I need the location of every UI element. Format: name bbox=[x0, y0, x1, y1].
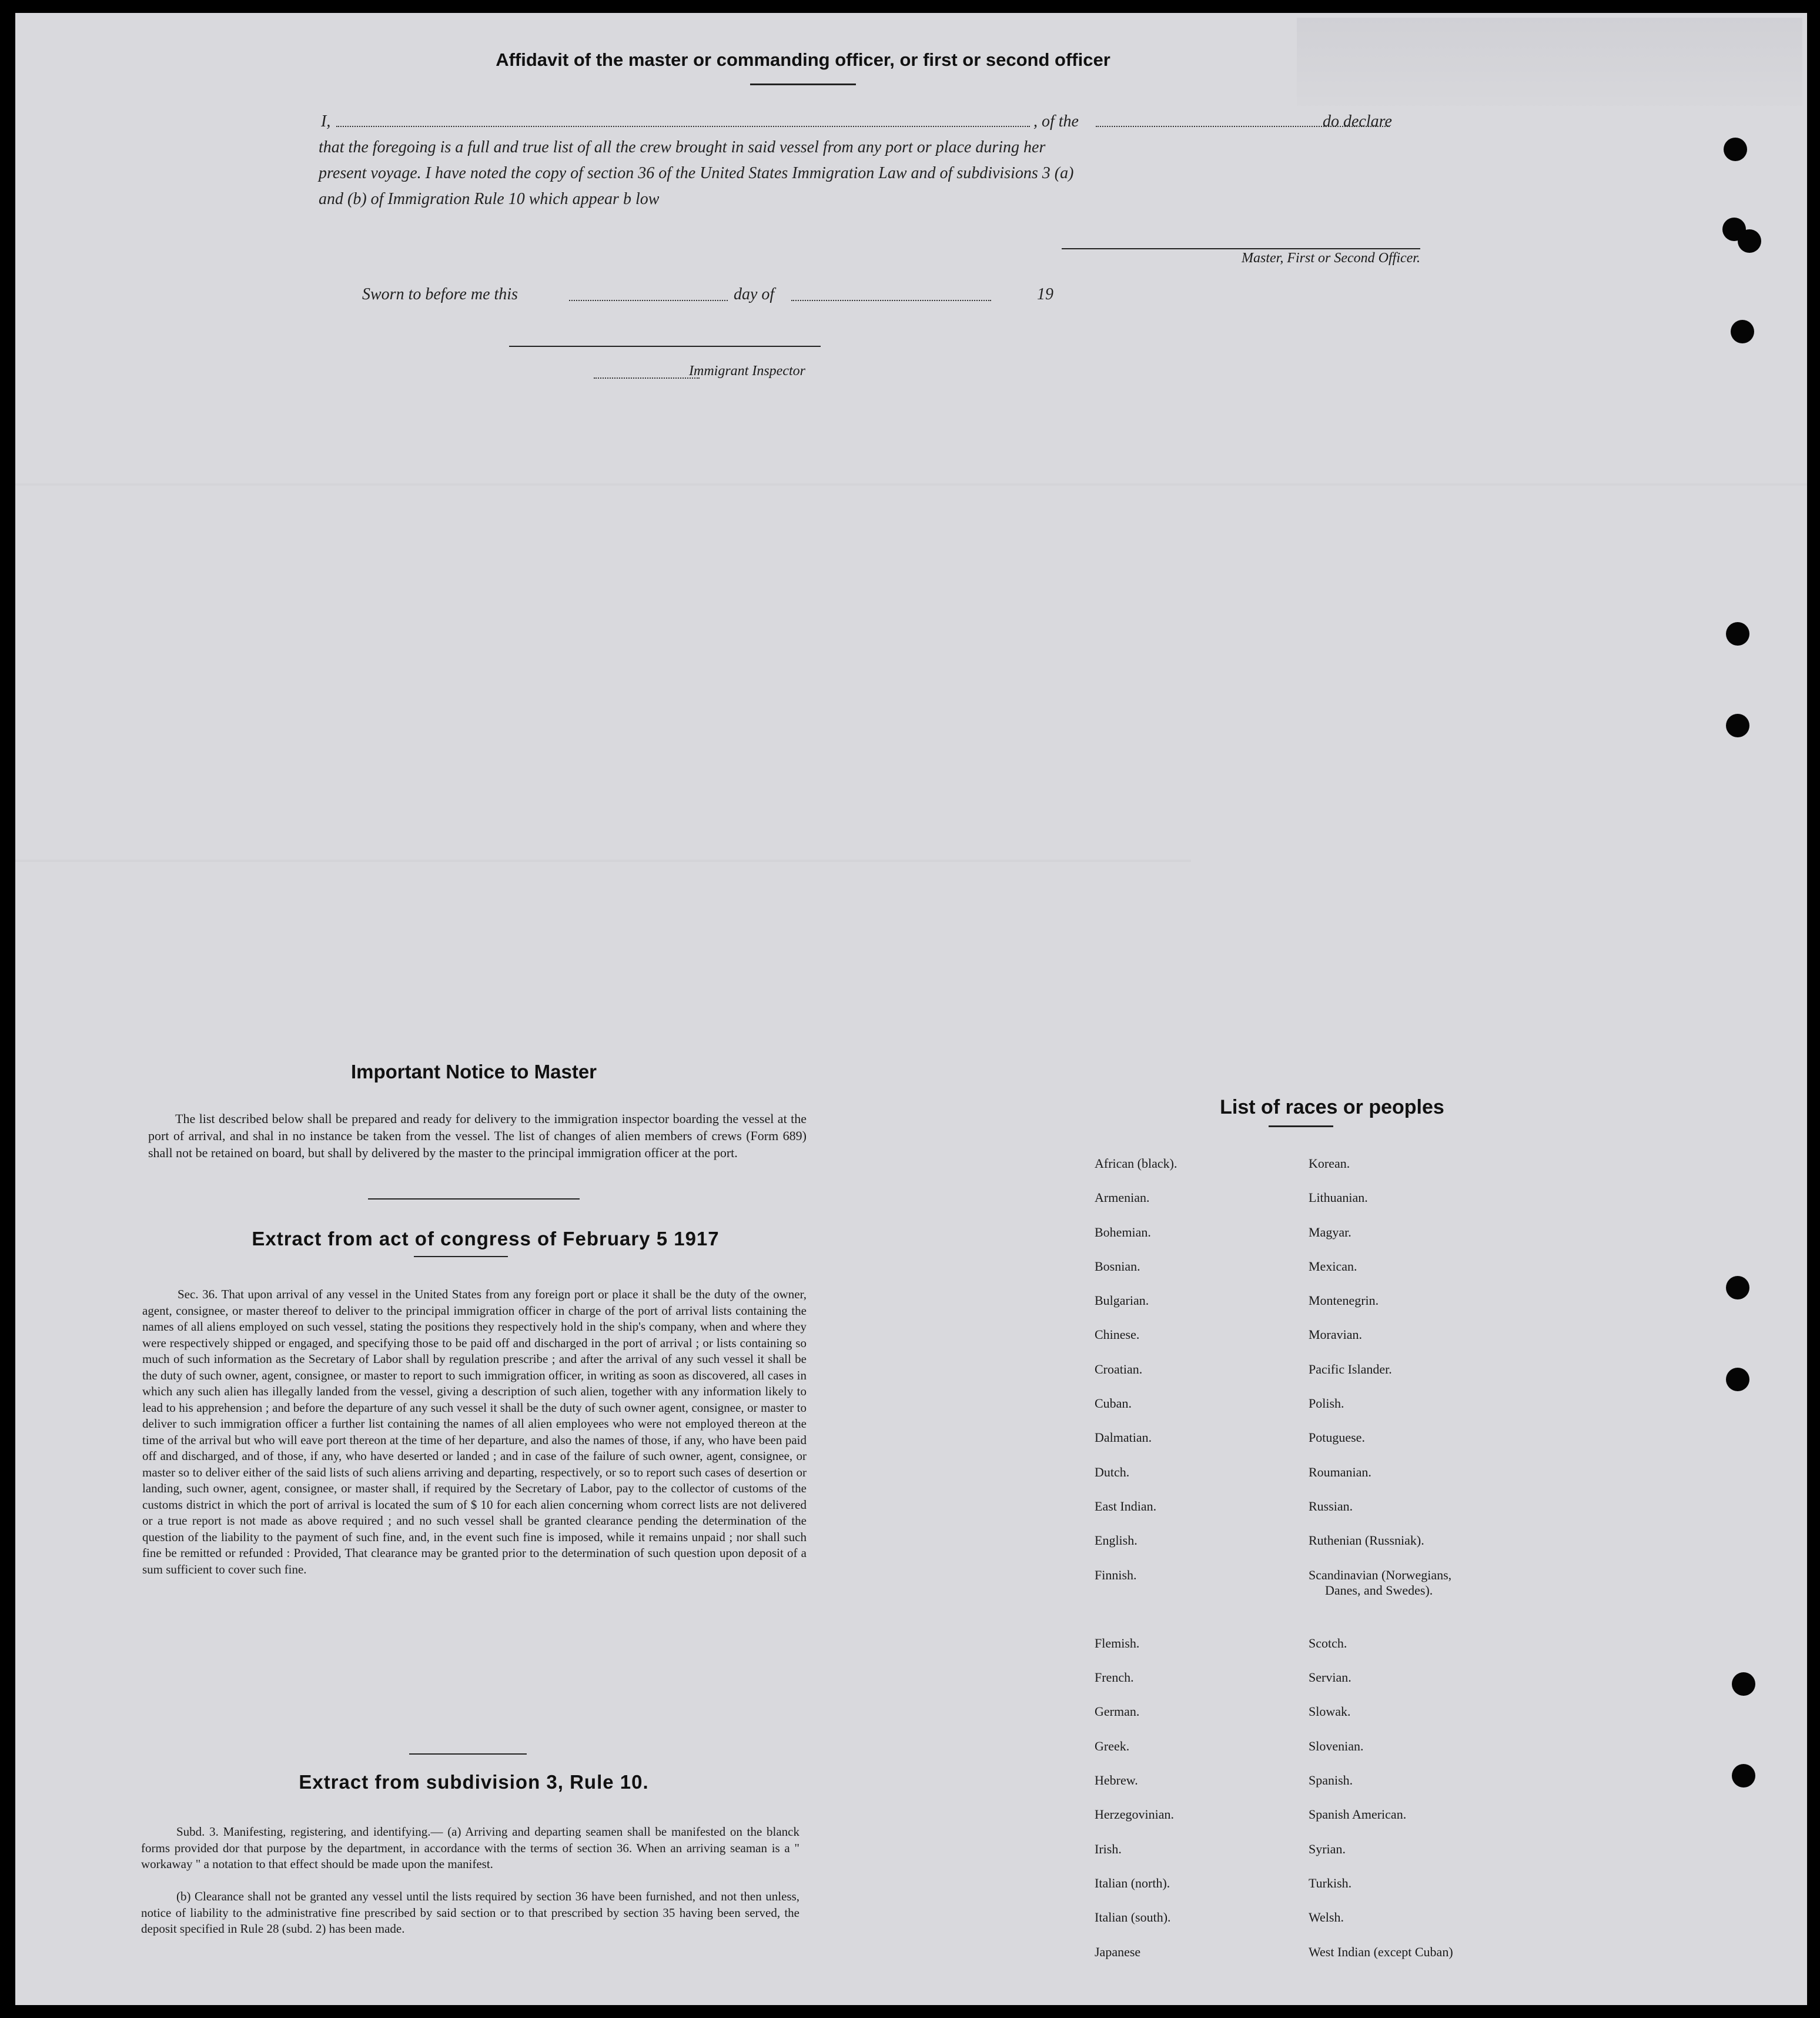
extract-act-underline bbox=[414, 1256, 508, 1257]
race-item: Spanish American. bbox=[1309, 1807, 1407, 1822]
race-item: Turkish. bbox=[1309, 1875, 1352, 1890]
inspector-label: Immigrant Inspector bbox=[689, 363, 805, 379]
punch-hole-8 bbox=[1726, 1368, 1749, 1391]
race-item: Bulgarian. bbox=[1095, 1293, 1149, 1308]
notice-divider bbox=[368, 1198, 580, 1200]
race-item: English. bbox=[1095, 1533, 1138, 1548]
signature-label: Master, First or Second Officer. bbox=[1242, 250, 1420, 266]
race-item: Italian (south). bbox=[1095, 1910, 1171, 1925]
races-left-column bbox=[1095, 1147, 1177, 1969]
race-item: Pacific Islander. bbox=[1309, 1361, 1392, 1376]
race-item: Chinese. bbox=[1095, 1327, 1140, 1342]
notice-text: The list described below shall be prepared and ready for delivery to the immigration inspector boarding the vessel at the port of arrival, and shal in no instance be taken from the vessel. The list of changes of alien members of crews (Form 689) shall not be retained on board, but shall by delivered by the master to the principal immigration officer at the port. bbox=[148, 1111, 807, 1160]
race-item: Magyar. bbox=[1309, 1224, 1351, 1239]
race-item: Finnish. bbox=[1095, 1567, 1137, 1582]
punch-hole-10 bbox=[1732, 1764, 1755, 1788]
affidavit-line-2: that the foregoing is a full and true list of all the crew brought in said vessel from any port or place during her bbox=[319, 138, 1046, 156]
race-item: Roumanian. bbox=[1309, 1464, 1371, 1479]
race-item: Potuguese. bbox=[1309, 1430, 1365, 1445]
extract-rule-para-b: (b) Clearance shall not be granted any vessel until the lists required by section 36 have been furnished, and not then unless, notice of liability to the administrative fine prescribed by said section or to that prescribed by section 35 having been served, the deposit specified in Rule 28 (subd. 2) has been made. bbox=[141, 1889, 799, 1936]
race-item: Armenian. bbox=[1095, 1190, 1150, 1205]
race-item: African (black). bbox=[1095, 1156, 1177, 1171]
signature-line[interactable] bbox=[1062, 248, 1420, 249]
race-item: Croatian. bbox=[1095, 1361, 1143, 1376]
race-item: Hebrew. bbox=[1095, 1773, 1138, 1788]
race-item: East Indian. bbox=[1095, 1498, 1157, 1514]
extract-rule-title: Extract from subdivision 3, Rule 10. bbox=[299, 1771, 649, 1793]
punch-hole-6 bbox=[1726, 714, 1749, 737]
race-item: Bosnian. bbox=[1095, 1258, 1140, 1274]
race-item: Bohemian. bbox=[1095, 1224, 1151, 1239]
race-item: Italian (north). bbox=[1095, 1875, 1170, 1890]
sworn-start: Sworn to before me this bbox=[362, 285, 518, 303]
races-title-underline bbox=[1269, 1125, 1333, 1127]
race-item: Cuban. bbox=[1095, 1396, 1132, 1411]
race-item: Herzegovinian. bbox=[1095, 1807, 1174, 1822]
race-item: Irish. bbox=[1095, 1841, 1122, 1856]
race-item: Polish. bbox=[1309, 1396, 1344, 1411]
race-item: Syrian. bbox=[1309, 1841, 1346, 1856]
extract-act-text: Sec. 36. That upon arrival of any vessel in the United States from any foreign port or place it shall be the duty of the owner, agent, consignee, or master thereof to deliver to the principal immigration officer in charge of the port of arrival lists containing the names of all aliens employed on such vessel, stating the positions they respectively hold in the ship's company, when and where they were respectively shipped or engaged, and specifying those to be paid off and discharged in the port of arrival ; or lists containing so much of such information as the Secretary of Labor shall by regulation prescribe ; and after the arrival of any such vessel it shall be the duty of such owner, agent, consignee, or master to report to such immigration officer, in writing as soon as discovered, all cases in which any such alien has illegally landed from the vessel, giving a description of such alien, together with any information likely to lead to his apprehension ; and before the departure of any such vessel it shall be the duty of such owner agent, consignee, or master to deliver to such immigration officer a further list containing the names of all alien employees who were not employed thereon at the time of the arrival but who will eave port thereon at the time of her departure, and also the names of those, if any, who have been paid off and discharged, and of those, if any, who have deserted or landed ; and in case of the failure of such owner, agent, consignee, or master so to deliver either of the said lists of such aliens arriving and departing, respectively, or so to report such cases of desertion or landing, such owner, agent, consignee, or master shall, if required by the Secretary of Labor, pay to the collector of customs of the customs district in which the port of arrival is located the sum of $ 10 for each alien concerning whom correct lists are not delivered or a true report is not made as above required ; and no such vessel shall be granted clearance pending the determination of the question of the liability to the payment of such fine, and, in the event such fine is imposed, while it remains unpaid ; nor shall such fine be remitted or refunded : Provided, That clearance may be granted prior to the determination of such question upon deposit of a sum sufficient to cover such fine. bbox=[142, 1287, 807, 1576]
notice-title: Important Notice to Master bbox=[350, 1061, 597, 1082]
affidavit-line-4: and (b) of Immigration Rule 10 which appear b low bbox=[319, 190, 660, 208]
punch-hole-5 bbox=[1726, 622, 1749, 646]
race-item: West Indian (except Cuban) bbox=[1309, 1944, 1453, 1959]
races-title: List of races or peoples bbox=[1220, 1096, 1444, 1118]
bleed-through-background bbox=[15, 13, 1807, 2005]
race-item: Danes, and Swedes). bbox=[1325, 1582, 1433, 1598]
inspector-signature-line[interactable] bbox=[509, 346, 821, 347]
punch-hole-1 bbox=[1724, 138, 1747, 161]
sworn-mid: day of bbox=[734, 285, 775, 303]
name-blank[interactable] bbox=[336, 126, 1030, 127]
races-right-column bbox=[1309, 1147, 1453, 1969]
punch-hole-9 bbox=[1732, 1672, 1755, 1696]
affidavit-title-underline bbox=[750, 83, 856, 85]
race-item: Russian. bbox=[1309, 1498, 1353, 1514]
race-item: Slovenian. bbox=[1309, 1738, 1364, 1753]
extract-rule-para-a: Subd. 3. Manifesting, registering, and identifying.— (a) Arriving and departing seamen shall be manifested on the blanck forms provided dor that purpose by the department, in accordance with the terms of section 36. When an arriving seaman is a " workaway " a notation to that effect should be made upon the manifest. bbox=[141, 1825, 799, 1871]
race-item: Greek. bbox=[1095, 1738, 1130, 1753]
race-item: Korean. bbox=[1309, 1156, 1350, 1171]
race-item: Japanese bbox=[1095, 1944, 1141, 1959]
race-item: Flemish. bbox=[1095, 1635, 1140, 1651]
race-item: Servian. bbox=[1309, 1670, 1351, 1685]
race-item: Montenegrin. bbox=[1309, 1293, 1379, 1308]
punch-hole-7 bbox=[1726, 1276, 1749, 1299]
race-item: Slowak. bbox=[1309, 1704, 1351, 1719]
race-item: French. bbox=[1095, 1670, 1134, 1685]
affidavit-line1-start: I, bbox=[321, 112, 331, 131]
race-item: Dalmatian. bbox=[1095, 1430, 1152, 1445]
race-item: German. bbox=[1095, 1704, 1140, 1719]
affidavit-line1-end: do declare bbox=[1323, 112, 1392, 131]
race-item: Lithuanian. bbox=[1309, 1190, 1368, 1205]
extract-act-divider bbox=[409, 1753, 527, 1755]
affidavit-title: Affidavit of the master or commanding officer, or first or second officer bbox=[496, 49, 1110, 70]
extract-act-title: Extract from act of congress of February 5 1917 bbox=[252, 1228, 720, 1249]
race-item: Scandinavian (Norwegians, bbox=[1309, 1567, 1452, 1582]
punch-hole-3 bbox=[1738, 229, 1761, 253]
sworn-day-blank[interactable] bbox=[569, 300, 728, 301]
race-item: Spanish. bbox=[1309, 1773, 1353, 1788]
punch-hole-4 bbox=[1731, 320, 1754, 343]
inspector-name-blank[interactable] bbox=[594, 377, 700, 379]
affidavit-line1-mid: , of the bbox=[1033, 112, 1079, 131]
sworn-year: 19 bbox=[1037, 285, 1053, 303]
race-item: Moravian. bbox=[1309, 1327, 1363, 1342]
race-item: Mexican. bbox=[1309, 1258, 1357, 1274]
affidavit-line-1 bbox=[321, 109, 1432, 134]
race-item: Scotch. bbox=[1309, 1635, 1347, 1651]
race-item: Welsh. bbox=[1309, 1910, 1344, 1925]
race-item: Dutch. bbox=[1095, 1464, 1130, 1479]
race-item: Ruthenian (Russniak). bbox=[1309, 1533, 1424, 1548]
sworn-line bbox=[362, 282, 1126, 307]
document-page bbox=[15, 13, 1807, 2005]
sworn-month-blank[interactable] bbox=[791, 300, 991, 301]
affidavit-line-3: present voyage. I have noted the copy of section 36 of the United States Immigration Law and of subdivisions 3 (a) bbox=[319, 164, 1074, 182]
